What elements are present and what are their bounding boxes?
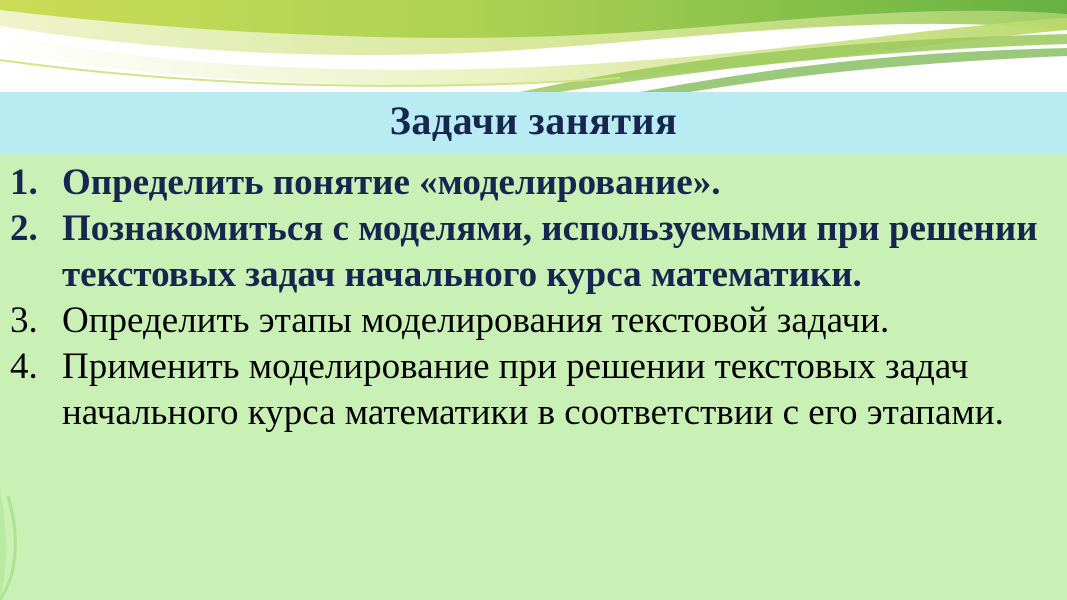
list-item-text: Определить понятие «моделирование». [62, 162, 721, 203]
list-item-text: Определить этапы моделирования текстовой задачи. [62, 300, 890, 341]
list-item-number: 2. [10, 208, 38, 249]
list-item-number: 1. [10, 162, 38, 203]
list-item [10, 344, 1055, 436]
page-title: Задачи занятия [389, 98, 678, 143]
list-item-text: Познакомиться с моделями, используемыми при решении текстовых задач начального курса математики. [62, 208, 1038, 295]
list-item-number: 3. [10, 300, 38, 341]
list-item [10, 298, 1055, 344]
task-list [0, 154, 1067, 600]
list-item-number: 4. [10, 346, 38, 387]
header-swoosh-graphic [0, 0, 1067, 92]
list-item-text: Применить моделирование при решении текстовых задач начального курса математики в соответствии с его этапами. [62, 346, 1004, 433]
header-decoration [0, 0, 1067, 92]
list-item [10, 160, 1055, 206]
list-item [10, 206, 1055, 298]
